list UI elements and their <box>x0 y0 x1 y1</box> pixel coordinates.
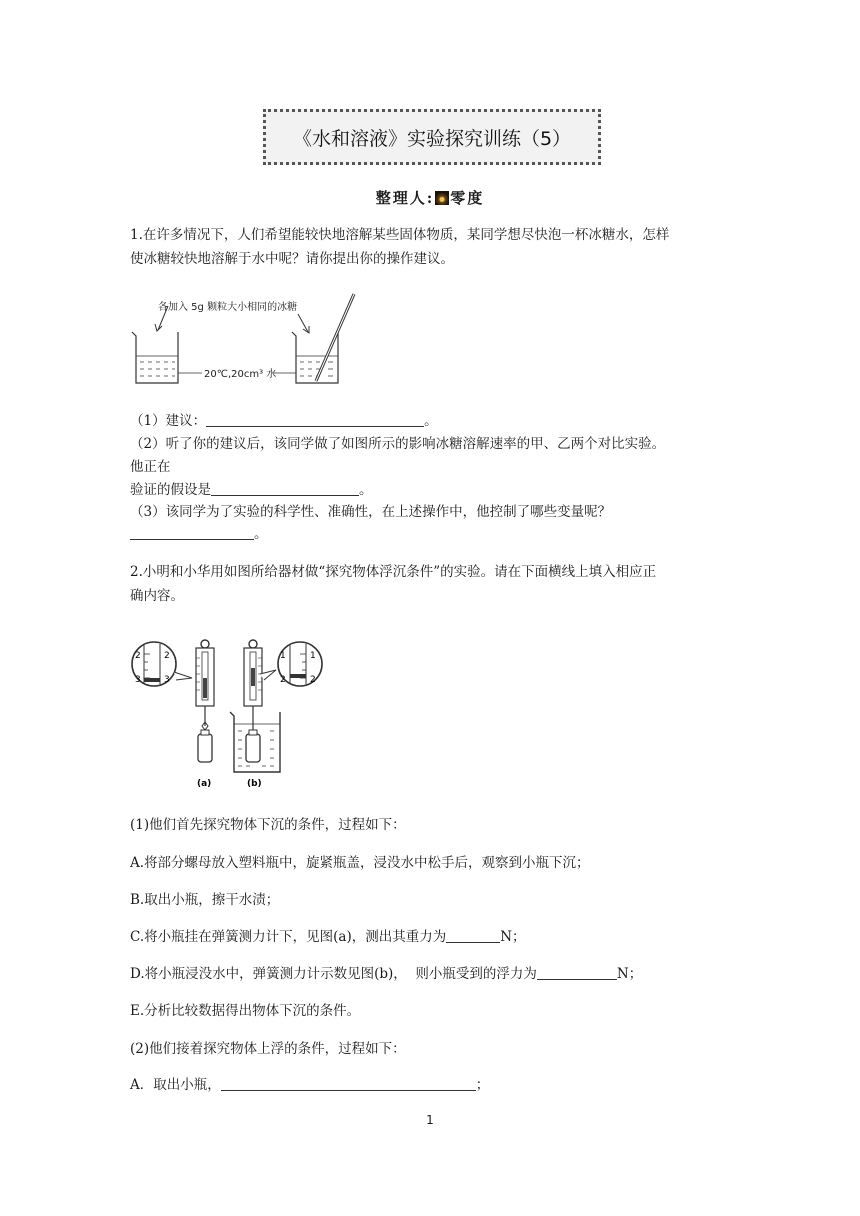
scale-a-tick-1: 2 <box>135 651 141 661</box>
answer-blank[interactable] <box>211 481 359 496</box>
q2-step-e: E.分析比较数据得出物体下沉的条件。 <box>130 1003 361 1019</box>
title-box <box>263 109 601 165</box>
scale-a-tick-3: 2 <box>164 651 170 661</box>
page-number: 1 <box>426 1113 434 1127</box>
caption-a: (a) <box>197 779 212 789</box>
answer-blank[interactable] <box>537 965 617 980</box>
q2-part2-a: A．取出小瓶， ； <box>130 1077 490 1093</box>
figure1-bottom-label: 20℃,20cm³ 水 <box>204 369 277 380</box>
caption-b: (b) <box>247 779 262 789</box>
answer-blank[interactable] <box>446 928 500 943</box>
scale-a-tick-4: 3 <box>164 675 170 685</box>
q1-sub2-line1: （2）听了你的建议后，该同学做了如图所示的影响冰糖溶解速率的甲、乙两个对比实验。 <box>130 436 666 452</box>
q2-part2: (2)他们接着探究物体上浮的条件，过程如下： <box>130 1041 406 1057</box>
q1-line1: 1.在许多情况下，人们希望能较快地溶解某些固体物质，某同学想尽快泡一杯冰糖水，怎样 <box>130 227 670 243</box>
q1-sub2-line2: 他正在 <box>130 459 171 475</box>
q2-step-a: A.将部分螺母放入塑料瓶中，旋紧瓶盖，浸没水中松手后，观察到小瓶下沉； <box>130 855 590 871</box>
q1-sub2-line3: 验证的假设是 。 <box>130 482 373 498</box>
q2-step-c: C.将小瓶挂在弹簧测力计下，见图(a)，测出其重力为 N； <box>130 929 526 945</box>
answer-blank[interactable] <box>206 412 424 427</box>
compiler-name: 零度 <box>450 189 485 207</box>
q2-step-b: B.取出小瓶，擦干水渍； <box>130 892 280 908</box>
answer-blank[interactable] <box>130 525 254 540</box>
q1-line2: 使冰糖较快地溶解于水中呢？请你提出你的操作建议。 <box>130 251 454 267</box>
compiler-prefix: 整理人: <box>375 189 435 207</box>
q2-step-d: D.将小瓶浸没水中，弹簧测力计示数见图(b)， 则小瓶受到的浮力为 N； <box>130 966 643 982</box>
page-title: 《水和溶液》实验探究训练（5） <box>292 127 572 150</box>
figure1-top-label: 各加入 5g 颗粒大小相同的冰糖 <box>158 302 298 313</box>
scale-b-tick-4: 2 <box>310 675 316 685</box>
q2-line2: 确内容。 <box>130 588 184 604</box>
q1-figure-beakers <box>128 288 368 388</box>
q1-sub1: （1）建议： 。 <box>130 413 438 429</box>
scale-b-tick-1: 1 <box>280 651 286 661</box>
scale-b-tick-2: 2 <box>280 675 286 685</box>
q2-part1: (1)他们首先探究物体下沉的条件，过程如下： <box>130 817 406 833</box>
q2-line1: 2.小明和小华用如图所给器材做“探究物体浮沉条件”的实验。请在下面横线上填入相应正 <box>130 564 657 580</box>
q1-sub3-line2: 。 <box>130 522 740 546</box>
scale-b-tick-3: 1 <box>310 651 316 661</box>
sunset-icon <box>435 191 449 205</box>
q1-sub1-label: （1）建议： <box>130 413 207 429</box>
scale-a-tick-2: 3 <box>135 675 141 685</box>
answer-blank[interactable] <box>221 1076 476 1091</box>
compiler-line <box>0 187 860 208</box>
q2-figure-spring-scales <box>130 634 330 794</box>
q1-sub3-line1: （3）该同学为了实验的科学性、准确性，在上述操作中，他控制了哪些变量呢？ <box>130 504 612 520</box>
